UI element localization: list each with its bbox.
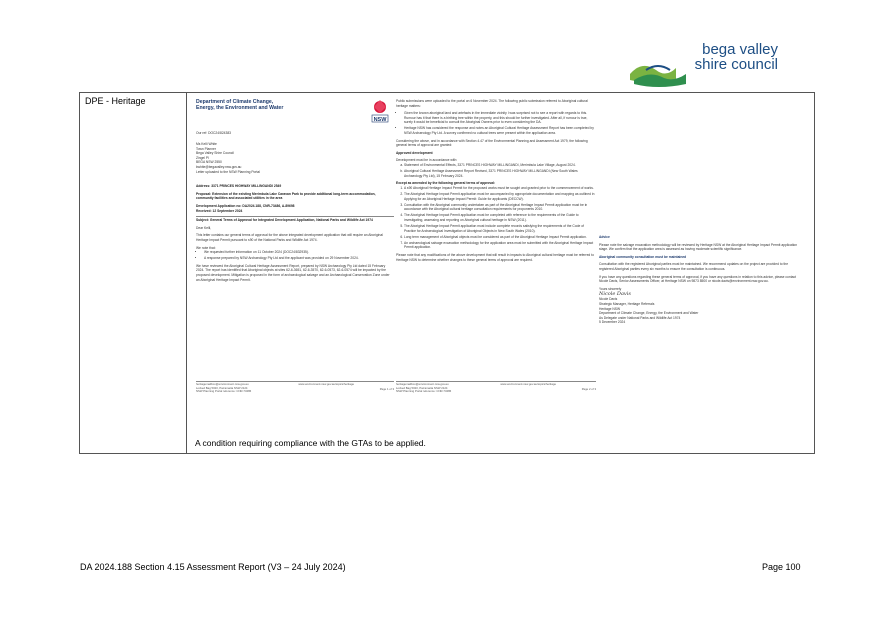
addressee-line: kwhite@begavalley.nsw.gov.au (196, 164, 242, 169)
column-divider (186, 93, 187, 453)
except-heading: Except as amended by the following general terms of approval: (396, 181, 496, 186)
list-item: 3. Consultation with the Aboriginal community undertaken as part of the Aboriginal Heritage Impact Permit application must be in accordance with the Aboriginal cultural heritage consultation requirements for proponents 2010. (404, 203, 596, 212)
body-paragraph: We have reviewed the Aboriginal Cultural Heritage Assessment Report, prepared by NSW Archaeology Pty Ltd dated 15 February 2024. The report has identified that Aboriginal objects at sites 62-6-3651, 62-6-3570, 62-6-0573, 62-6-0574 will be impacted by the proposed development. Mitigation is proposed in the form of archaeological salvage and an Archaeological Conservation Zone under an Aboriginal Heritage Impact Permit. (196, 263, 390, 282)
footer-ref: NSW Planning Portal reference: CNR-73486 (196, 389, 252, 394)
questions-text: If you have any questions regarding these general terms of approval, if you have any questions in relation to this advice, please contact Nicole Davis, Senior Assessments Officer, at Heritage NSW on 9873 8500 or nicole.davis@environment.nsw.gov.au. (599, 274, 797, 284)
note-line: We note that: (196, 245, 216, 250)
addressee-line: Town Planner (196, 146, 216, 151)
signatory-line: 5 December 2024 (599, 320, 626, 325)
signature: Nicole Davis (599, 291, 631, 298)
addressee-line: BEGA NSW 2550 (196, 160, 222, 165)
salutation: Dear Kelli, (196, 225, 212, 230)
letter-page-2 (396, 99, 596, 394)
addressee-line: Bega Valley Shire Council (196, 151, 234, 156)
body-paragraph: This letter contains our general terms of approval for the above integrated development application that will require an Aboriginal Heritage Impact Permit pursuant to s90 of the National Parks and Wildlife Act 1974. (196, 233, 383, 242)
approved-heading: Approved development (396, 150, 433, 155)
logo-line-2: shire council (694, 56, 778, 73)
footer-website: www.environment.nsw.gov.au/topics/heritage (298, 382, 354, 387)
received-line: Received: 12 September 2024 (196, 208, 243, 213)
report-page-number: Page 100 (762, 562, 801, 572)
footer-email: heritagemailbox@environment.nsw.gov.au (196, 382, 249, 387)
closing-paragraph: Please note that any modifications of the above development that will result in impacts to Aboriginal cultural heritage must be referred to Heritage NSW to determine whether changes to these general terms of approval are required. (396, 253, 594, 262)
list-item: • We requested further information on 11 October 2024 (DOC24/832935). (204, 250, 394, 255)
addressee-line: Letter uploaded to the NSW Planning Portal (196, 169, 260, 174)
addressee-line: Ms Kelli White (196, 142, 217, 146)
note-list (196, 250, 394, 261)
hills-logo-icon (628, 40, 688, 88)
advice-text: Please note the salvage excavation methodology will be reviewed by Heritage NSW at the Aboriginal Heritage Impact Permit application stage. We confirm that the application area is assessed as having moderate scientific significance. (599, 242, 798, 252)
list-item: • A response prepared by NSW Archaeology Pty Ltd and the applicant was provided on 29 November 2024. (204, 256, 394, 261)
signatory-line: Heritage NSW (599, 306, 621, 311)
signatory-line: Nicole Davis (599, 297, 618, 302)
footer-address: Locked Bag 5020, Parramatta NSW 2124 (396, 385, 448, 390)
nsw-waratah-icon (368, 99, 392, 125)
list-item: • Heritage NSW has considered the response and notes an Aboriginal Cultural Heritage Assessment Report has been completed by NSW Archaeology Pty Ltd. A survey confirmed no cultural trees were present within the application area. (404, 126, 596, 135)
list-item: 5. The Aboriginal Heritage Impact Permit application must include complete records satisfying the requirements of the Code of Practice for Archaeological Investigation of Aboriginal Objects in New South Wales (2010). (404, 224, 596, 233)
list-item: 2. The Aboriginal Heritage Impact Permit application must be accompanied by appropriate documentation and mapping as outlined in Applying for an Aboriginal Heritage Impact Permit: Guide for applicants (DECCW). (404, 192, 596, 201)
list-item: b. Aboriginal Cultural Heritage Assessment Report Revised, 3371 PRINCES HIGHWAY MILLINGANDI (New South Wales Archaeology Pty Ltd), 15 February 2024. (404, 169, 596, 178)
logo-line-1: bega valley (702, 41, 778, 58)
submission-list (396, 111, 596, 135)
footer-ref: NSW Planning Portal reference: CNR-73486 (396, 389, 452, 394)
condition-note: A condition requiring compliance with the GTAs to be applied. (195, 438, 426, 448)
our-ref: Our ref: DOC24/824383 (196, 131, 232, 136)
page-footer (396, 381, 596, 394)
footer-website: www.environment.nsw.gov.au/topics/heritage (500, 382, 556, 387)
footer-address: Locked Bag 5020, Parramatta NSW 2124 (196, 385, 248, 390)
da-line: Development Application no: DA2024.188, CNR-73486, A-89698 (196, 203, 295, 208)
council-logo (628, 40, 778, 88)
footer-page: Page 1 of 3 (379, 387, 394, 392)
footer-page: Page 2 of 3 (581, 387, 596, 392)
signatory-line: Strategic Manager, Heritage Referrals (599, 301, 655, 306)
signatory-line: As Delegate under National Parks and Wildlife Act 1974 (599, 315, 681, 320)
subject-line: Subject: General Terms of Approval for Integrated Development Application, National Parks and Wildlife Act 1974 (196, 216, 394, 223)
considering-paragraph: Considering the above, and in accordance with Section 4.47 of the Environmental Planning and Assessment Act 1979, the following general terms of approval are granted: (396, 138, 588, 148)
terms-list (396, 186, 596, 250)
consult-text: Consultation with the registered Aboriginal parties must be maintained. We recommend updates on the project are provided to the registered Aboriginal parties every six months to ensure the consultation is continuous. (599, 262, 789, 271)
list-item: • Given the known aboriginal land and artefacts in the immediate vicinity I was surprised not to see a report with regards to this. Rumour has it that there is a birthing tree within the property, and this should be further investigated. After all, if rumour is true, surely it would be beneficial to consult the Aboriginal Owners prior to even considering the DA. (404, 111, 596, 125)
logo-wordmark (695, 42, 778, 72)
addressee-line: Zingel Pl (196, 155, 209, 160)
list-item: 6. Long term management of Aboriginal objects must be considered as part of the Aboriginal Heritage Impact Permit application. (404, 235, 596, 240)
dept-line-2: Energy, the Environment and Water (196, 105, 284, 112)
proposal-line: Proposal: Extension of the existing Merimbula Lake Caravan Park to provide additional long-term accommodation, community facilities and associated utilities in the area (196, 191, 376, 201)
approved-list (396, 163, 596, 178)
list-item: 4. The Aboriginal Heritage Impact Permit application must be completed with reference to the requirements of the Guide to investigating, assessing and reporting on Aboriginal cultural heritage in NSW (2011). (404, 213, 596, 222)
advice-heading: Advice (599, 235, 610, 239)
list-item: 7. An archaeological salvage excavation methodology for the application area must be submitted with the Aboriginal Heritage Impact Permit application. (404, 241, 596, 250)
address-line: Address: 3371 PRINCES HIGHWAY MILLINGANDI 2549 (196, 184, 282, 189)
svg-text:NSW: NSW (373, 117, 387, 123)
referral-table (79, 92, 815, 454)
list-item: a. Statement of Environmental Effects, 3371 PRINCES HIGHWAY MILLINGANDI, Merimbula Lake Village, August 2024. (404, 163, 596, 168)
consult-heading: Aboriginal community consultation must be maintained (599, 254, 687, 259)
yours-sincerely: Yours sincerely (599, 286, 622, 291)
approved-text: Development must be in accordance with: (396, 158, 458, 163)
report-footer-title: DA 2024.188 Section 4.15 Assessment Report (V3 – 24 July 2024) (80, 562, 346, 572)
letter-page-1 (196, 99, 394, 394)
letter-page-3 (599, 99, 799, 394)
page-footer (196, 381, 394, 394)
footer-email: heritagemailbox@environment.nsw.gov.au (396, 382, 449, 387)
submissions-intro: Public submissions were uploaded to the portal on 6 November 2024. The following public submission referred to Aboriginal cultural heritage matters: (396, 99, 588, 108)
signatory-line: Department of Climate Change, Energy, the Environment and Water (599, 311, 699, 316)
list-item: 1. A s90 Aboriginal Heritage Impact Permit for the proposed works must be sought and granted prior to the commencement of works. (404, 186, 596, 191)
dept-line-1: Department of Climate Change, (196, 99, 274, 105)
agency-cell: DPE - Heritage (85, 96, 146, 106)
